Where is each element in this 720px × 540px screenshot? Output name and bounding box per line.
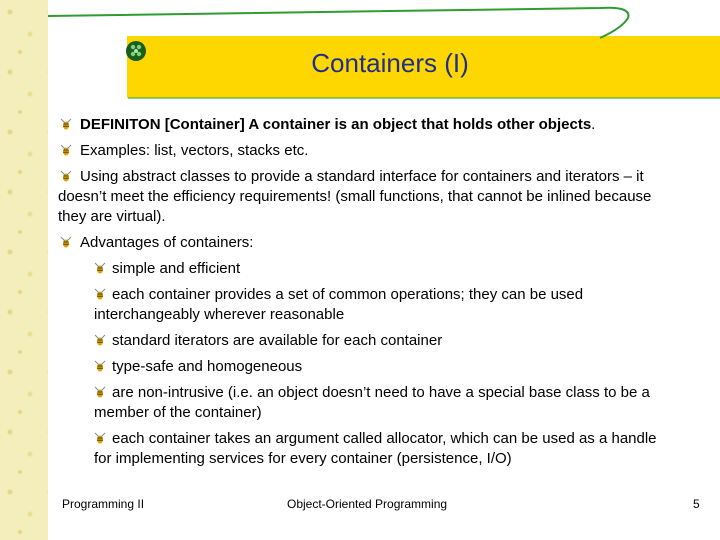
slide-content <box>58 115 658 475</box>
footer-subject: Object-Oriented Programming <box>287 497 448 511</box>
bee-bullet-icon <box>60 236 72 248</box>
subbullet-iterators-text: standard iterators are available for each container <box>112 332 443 349</box>
subbullet-non-intrusive <box>94 383 658 423</box>
slide-footer <box>0 497 720 517</box>
bee-bullet-icon <box>94 262 106 274</box>
bullet-abstract-classes-text: Using abstract classes to provide a standard interface for containers and iterators – it doesn’t meet the efficiency requirements! (small functions, that cannot be inlined because they are virtual). <box>58 168 652 225</box>
subbullet-common-ops-text: each container provides a set of common operations; they can be used interchangeably wherever reasonable <box>94 286 584 323</box>
bee-bullet-icon <box>60 118 72 130</box>
bullet-examples <box>58 141 658 161</box>
slide-title: Containers (I) <box>311 48 469 78</box>
bee-bullet-icon <box>94 288 106 300</box>
subbullet-common-ops <box>94 285 658 325</box>
bee-bullet-icon <box>94 360 106 372</box>
footer-course: Programming II <box>62 497 145 511</box>
bee-bullet-icon <box>60 170 72 182</box>
bullet-advantages-text: Advantages of containers: <box>80 234 254 251</box>
bullet-abstract-classes <box>58 167 658 227</box>
subbullet-iterators <box>94 331 658 351</box>
subbullet-non-intrusive-text: are non-intrusive (i.e. an object doesn’t need to have a special base class to be a member of the container) <box>94 384 650 421</box>
bullet-advantages <box>58 233 658 253</box>
subbullet-simple <box>94 259 658 279</box>
footer-page-number: 5 <box>693 497 700 511</box>
bullet-definition-end: . <box>591 116 596 133</box>
bee-bullet-icon <box>94 432 106 444</box>
bullet-definition <box>58 115 658 135</box>
green-globe-icon <box>126 41 146 61</box>
subbullet-allocator <box>94 429 658 469</box>
subbullet-type-safe <box>94 357 658 377</box>
subbullet-simple-text: simple and efficient <box>112 260 241 277</box>
bee-bullet-icon <box>60 144 72 156</box>
subbullet-allocator-text: each container takes an argument called allocator, which can be used as a handle for implementing services for every container (persistence, I/O) <box>94 430 657 467</box>
bullet-examples-text: Examples: list, vectors, stacks etc. <box>80 142 309 159</box>
bee-bullet-icon <box>94 334 106 346</box>
subbullet-type-safe-text: type-safe and homogeneous <box>112 358 303 375</box>
bullet-definition-bold: DEFINITON [Container] A container is an object that holds other objects <box>80 116 592 133</box>
bee-bullet-icon <box>94 386 106 398</box>
